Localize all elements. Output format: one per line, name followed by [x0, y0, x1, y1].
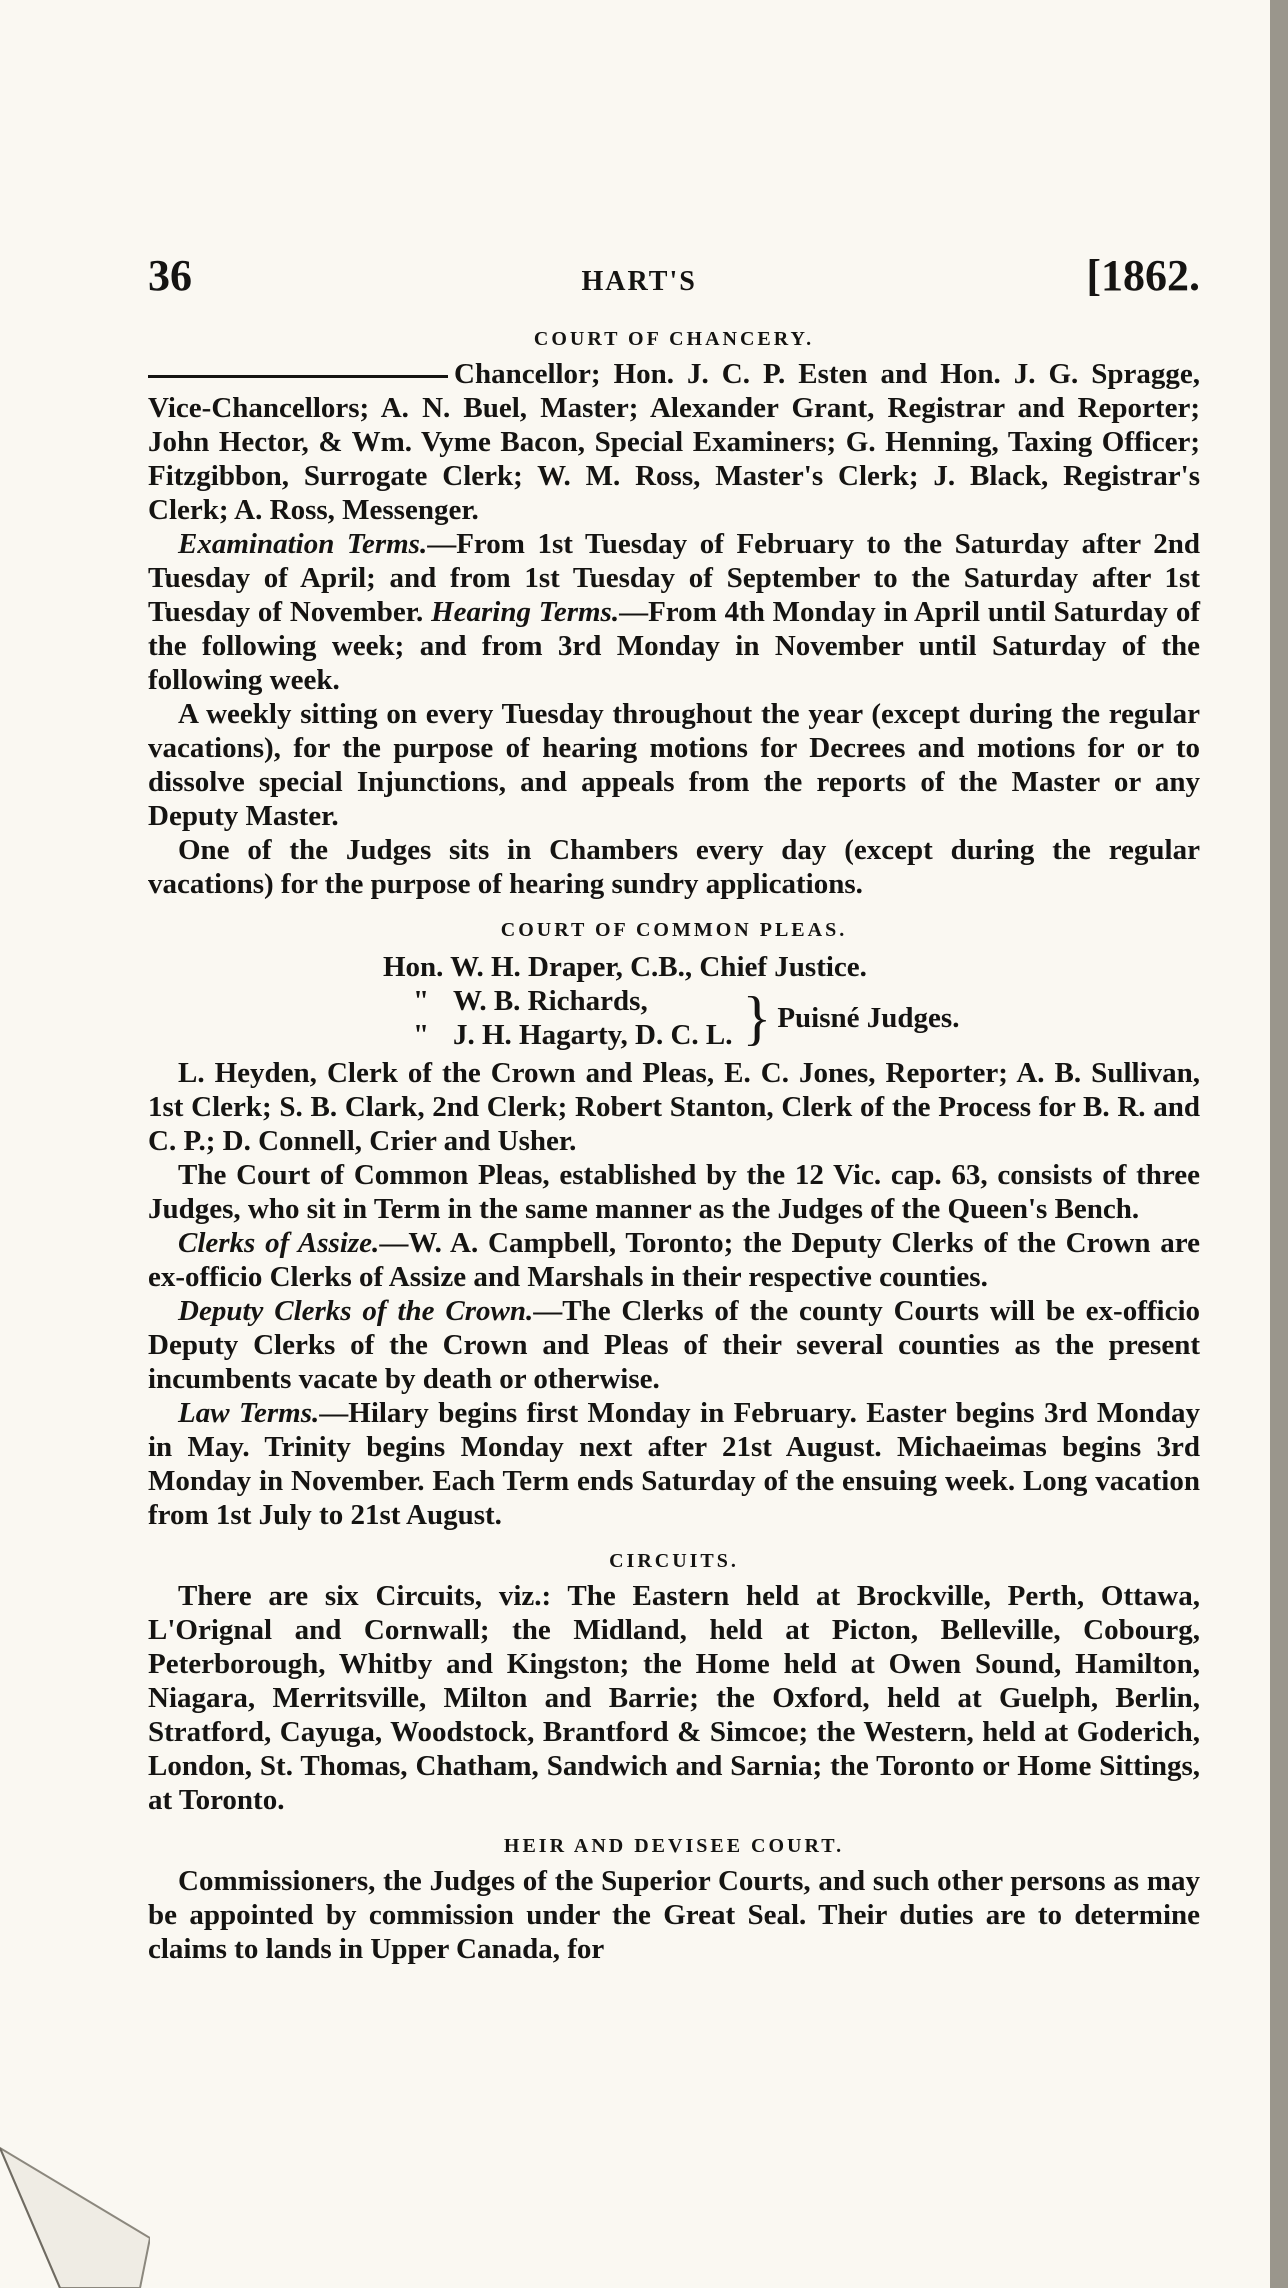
deputy-clerks: Deputy Clerks of the Crown.—The Clerks of the county Courts will be ex-officio Deputy Clerks of the Crown and Pleas of their several counties as the present incumbents vacate by death or otherwise. [148, 1295, 1201, 1395]
judges-block [148, 950, 1200, 1052]
chancery-heading: COURT OF CHANCERY. [533, 328, 815, 350]
running-title: HART'S [581, 266, 697, 297]
circuits-heading: CIRCUITS. [609, 1550, 739, 1572]
chancery-weekly: A weekly sitting on every Tuesday throughout the year (except during the regular vacations), for the purpose of hearing motions for Decrees and motions for or to dissolve special Injunctions, and appeals from the reports of the Master or any Deputy Master. [148, 698, 1200, 832]
heir-heading: HEIR AND DEVISEE COURT. [503, 1835, 845, 1857]
text-column [148, 250, 1200, 1966]
law-terms: Law Terms.—Hilary begins first Monday in February. Easter begins 3rd Monday in May. Trinity begins Monday next after 21st August. Michaeimas begins 3rd Monday in November. Each Term ends Saturday of the ensuing week. Long vacation from 1st July to 21st August. [148, 1397, 1201, 1531]
clerks-of-assize: Clerks of Assize.—W. A. Campbell, Toronto; the Deputy Clerks of the Crown are ex-officio Clerks of Assize and Marshals in their respective counties. [148, 1227, 1200, 1293]
running-head [148, 250, 1200, 310]
common-pleas-heading: COURT OF COMMON PLEAS. [500, 919, 848, 941]
exam-label: Examination Terms. [178, 528, 428, 560]
common-pleas-established: The Court of Common Pleas, established by the 12 Vic. cap. 63, consists of three Judges, who sit in Term in the same manner as the Judges of the Queen's Bench. [148, 1159, 1200, 1225]
judge-row-2: " J. H. Hagarty, D. C. L. [413, 1019, 733, 1051]
puisne-judges [148, 984, 1200, 1052]
running-year: [1862. [1086, 251, 1200, 300]
judge-names [413, 984, 733, 1052]
name-dash [148, 375, 448, 378]
judge-row-1: " W. B. Richards, [413, 985, 648, 1017]
folded-corner-icon [0, 2088, 150, 2288]
puisne-label: Puisné Judges. [777, 1002, 960, 1034]
page-number: 36 [148, 251, 192, 300]
circuits-text: There are six Circuits, viz.: The Eastern held at Brockville, Perth, Ottawa, L'Orignal and Cornwall; the Midland, held at Picton, Belleville, Cobourg, Peterborough, Whitby and Kingston; the Home held at Owen Sound, Hamilton, Niagara, Merritsville, Milton and Barrie; the Oxford, held at Guelph, Berlin, Stratford, Cayuga, Woodstock, Brantford & Simcoe; the Western, held at Goderich, London, St. Thomas, Chatham, Sandwich and Sarnia; the Toronto or Home Sittings, at Toronto. [148, 1580, 1200, 1816]
heir-text: Commissioners, the Judges of the Superior Courts, and such other persons as may be appointed by commission under the Great Seal. Their duties are to determine claims to lands in Upper Canada, for [148, 1865, 1200, 1965]
chancery-officers: Chancellor; Hon. J. C. P. Esten and Hon. J. G. Spragge, Vice-Chancellors; A. N. Buel, Master; Alexander Grant, Registrar and Reporter; John Hector, & Wm. Vyme Bacon, Special Examiners; G. Henning, Taxing Officer; Fitzgibbon, Surrogate Clerk; W. M. Ross, Master's Clerk; J. Black, Registrar's Clerk; A. Ross, Messenger. [148, 358, 1200, 526]
brace-glyph: } [742, 985, 772, 1051]
chancery-terms: Examination Terms.—From 1st Tuesday of February to the Saturday after 2nd Tuesday of April; and from 1st Tuesday of September to the Saturday after 1st Tuesday of November. Hearing Terms.—From 4th Monday in April until Saturday of the following week; and from 3rd Monday in November until Saturday of the following week. [148, 528, 1201, 696]
chancery-chambers: One of the Judges sits in Chambers every day (except during the regular vacations) for the purpose of hearing sundry applications. [148, 834, 1200, 900]
hearing-label: Hearing Terms. [431, 596, 620, 628]
chief-justice: Hon. W. H. Draper, C.B., Chief Justice. [383, 951, 867, 983]
common-pleas-officers: L. Heyden, Clerk of the Crown and Pleas, E. C. Jones, Reporter; A. B. Sullivan, 1st Clerk; S. B. Clark, 2nd Clerk; Robert Stanton, Clerk of the Process for B. R. and C. P.; D. Connell, Crier and Usher. [148, 1057, 1200, 1157]
